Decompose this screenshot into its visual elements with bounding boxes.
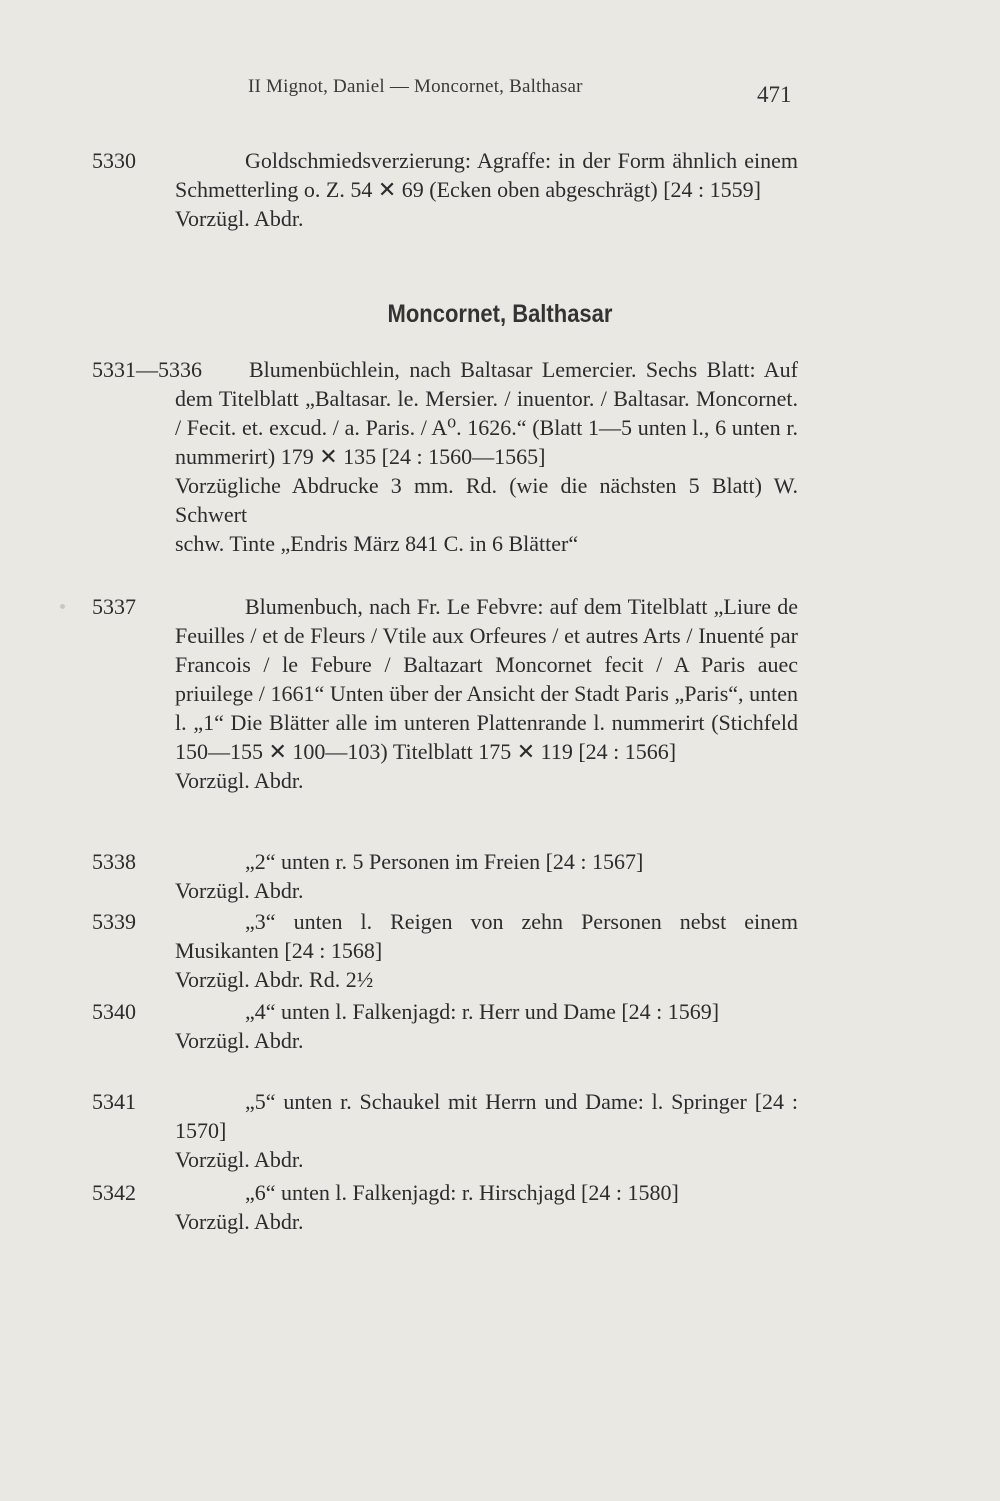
entry-number: 5338 [92,849,136,874]
entry-text [175,1178,798,1236]
entry-text [175,592,798,795]
entry-description: „2“ unten r. 5 Personen im Freien [24 : 1567] [245,849,644,874]
entry-text [175,907,798,994]
entry-description: „5“ unten r. Schaukel mit Herrn und Dame: l. Springer [24 : 1570] [175,1089,798,1143]
entry-note: Vorzügl. Abdr. [175,1147,304,1172]
entry-text [175,997,798,1055]
entry-text [175,146,798,233]
entry-note: Vorzügl. Abdr. [175,1209,304,1234]
section-heading: Moncornet, Balthasar [387,300,613,328]
entry-number: 5342 [92,1180,136,1205]
entry-note: schw. Tinte „Endris März 841 C. in 6 Blätter“ [175,531,579,556]
entry-number: 5339 [92,909,136,934]
entry-number: 5341 [92,1089,136,1114]
running-title: II Mignot, Daniel — Moncornet, Balthasar [248,76,583,97]
entry-text [175,355,798,558]
entry-number: 5330 [92,148,136,173]
entry-description: Blumenbüchlein, nach Baltasar Lemercier. Sechs Blatt: Auf dem Titelblatt „Baltasar. le. Mersier. / inuentor. / Baltasar. Moncornet. / Fecit. et. excud. / a. Paris. / A⁰. 1626.“ (Blatt 1—5 unten l., 6 unten r. nummerirt) 179 ✕ 135 [24 : 1560—1565] [175,357,798,469]
entry-number: 5340 [92,999,136,1024]
entry-note: Vorzügliche Abdrucke 3 mm. Rd. (wie die nächsten 5 Blatt) W. Schwert [175,473,798,527]
entry-number: 5337 [92,594,136,619]
page-number: 471 [757,82,792,107]
entry-note: Vorzügl. Abdr. Rd. 2½ [175,967,374,992]
entry-description: Goldschmiedsverzierung: Agraffe: in der Form ähnlich einem Schmetterling o. Z. 54 ✕ 69 (Ecken oben abgeschrägt) [24 : 1559] [175,148,798,202]
entry-description: „3“ unten l. Reigen von zehn Personen nebst einem Musikanten [24 : 1568] [175,909,798,963]
entry-note: Vorzügl. Abdr. [175,878,304,903]
entry-text [175,847,798,905]
entry-text [175,1087,798,1174]
entry-description: Blumenbuch, nach Fr. Le Febvre: auf dem Titelblatt „Liure de Feuilles / et de Fleurs / Vtile aux Orfeures / et autres Arts / Inuenté par Francois / le Febure / Baltazart Moncornet fecit / A Paris auec priuilege / 1661“ Unten über der Ansicht der Stadt Paris „Paris“, unten l. „1“ Die Blätter alle im unteren Plattenrande l. nummerirt (Stichfeld 150—155 ✕ 100—103) Titelblatt 175 ✕ 119 [24 : 1566] [175,594,798,764]
entry-description: „6“ unten l. Falkenjagd: r. Hirschjagd [24 : 1580] [245,1180,679,1205]
paper-speck [60,604,65,609]
entry-note: Vorzügl. Abdr. [175,1028,304,1053]
entry-number: 5331—5336 [92,357,202,382]
entry-note: Vorzügl. Abdr. [175,768,304,793]
entry-note: Vorzügl. Abdr. [175,206,304,231]
entry-description: „4“ unten l. Falkenjagd: r. Herr und Dame [24 : 1569] [245,999,720,1024]
